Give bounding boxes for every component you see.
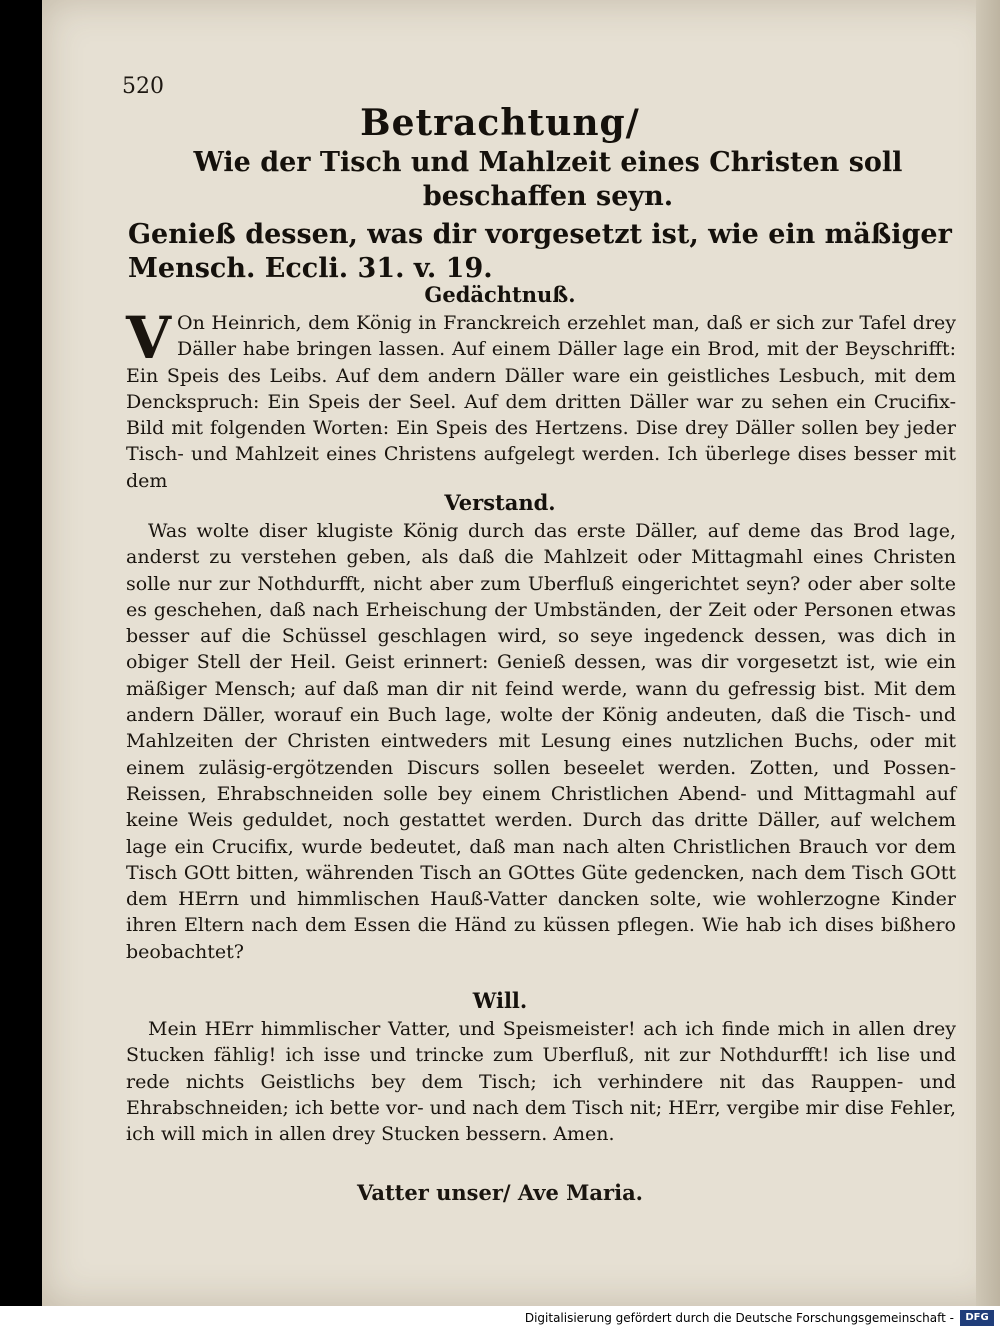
scripture-motto: Genieß dessen, was dir vorgesetzt ist, wie ein mäßiger Mensch. Eccli. 31. v. 19. [128,219,952,284]
drop-cap: V [126,304,172,372]
will-paragraph: Mein HErr himmlischer Vatter, und Speismeister! ach ich finde mich in allen drey Stucken fählig! ich isse und trincke zum Uberfluß, nit zur Nothdurfft! ich lise und rede nichts Geistlichs bey dem Tisch; ich verhindere nit das Rauppen- und Ehrabschneiden; ich bette vor- und nach dem Tisch nit; HErr, vergibe mir dise Fehler, ich will mich in allen drey Stucken bessern. Amen. [126,1018,956,1146]
closing-prayer: Vatter unser/ Ave Maria. [356,1180,643,1205]
footer-credit: Digitalisierung gefördert durch die Deutsche Forschungsgemeinschaft - [524,1311,954,1325]
section-heading-will: Will. [472,988,528,1013]
page-subtitle: Wie der Tisch und Mahlzeit eines Christen soll beschaffen seyn. [193,147,903,212]
page-title: Betrachtung/ [360,102,640,144]
section-heading-memory: Gedächtnuß. [424,282,576,307]
page-edge [976,0,1000,1306]
memory-text: On Heinrich, dem König in Franckreich erzehlet man, daß er sich zur Tafel drey Däller habe bringen lassen. Auf einem Däller lage ein Brod, mit der Beyschrifft: Ein Speis des Leibs. Auf dem andern Däller ware ein geistliches Lesbuch, mit dem Denckspruch: Ein Speis der Seel. Auf dem dritten Däller war zu sehen ein Crucifix-Bild mit folgenden Worten: Ein Speis des Hertzens. Dise drey Däller sollen bey jeder Tisch- und Mahlzeit eines Christens aufgelegt werden. Ich überlege dises besser mit dem [126,312,956,492]
digitization-footer [0,1306,1000,1331]
page-number: 520 [122,74,164,99]
section-heading-understanding: Verstand. [444,490,556,515]
dfg-logo: DFG [960,1310,994,1326]
understanding-paragraph: Was wolte diser klugiste König durch das erste Däller, auf deme das Brod lage, anderst zu verstehen geben, als daß die Mahlzeit oder Mittagmahl eines Christen solle nur zur Nothdurfft, nicht aber zum Uberfluß eingerichtet seyn? oder aber solte es geschehen, daß nach Erheischung der Umbständen, der Zeit oder Personen etwas besser auf die Schüssel geschlagen wird, so seye ingedenck dessen, was dich in obiger Stell der Heil. Geist erinnert: Genieß dessen, was dir vorgesetzt ist, wie ein mäßiger Mensch; auf daß man dir nit feind werde, wann du gefressig bist. Mit dem andern Däller, worauf ein Buch lage, wolte der König andeuten, daß die Tisch- und Mahlzeiten der Christen eintweders mit Lesung eines nutzlichen Buchs, oder mit einem zuläsig-ergötzenden Discurs sollen beseelet werden. Zotten, und Possen-Reissen, Ehrabschneiden solle bey einem Christlichen Abend- und Mittagmahl auf keine Weis geduldet, noch gestattet werden. Durch das dritte Däller, auf welchem lage ein Crucifix, wurde bedeutet, daß man nach alten Christlichen Brauch vor dem Tisch GOtt bitten, währenden Tisch an GOttes Güte gedencken, nach dem Tisch GOtt dem HErrn und himmlischen Hauß-Vatter dancken solte, wie wohlerzogne Kinder ihren Eltern nach dem Essen die Händ zu küssen pflegen. Wie hab ich dises bißhero beobachtet? [126,520,956,963]
memory-paragraph [126,304,956,494]
